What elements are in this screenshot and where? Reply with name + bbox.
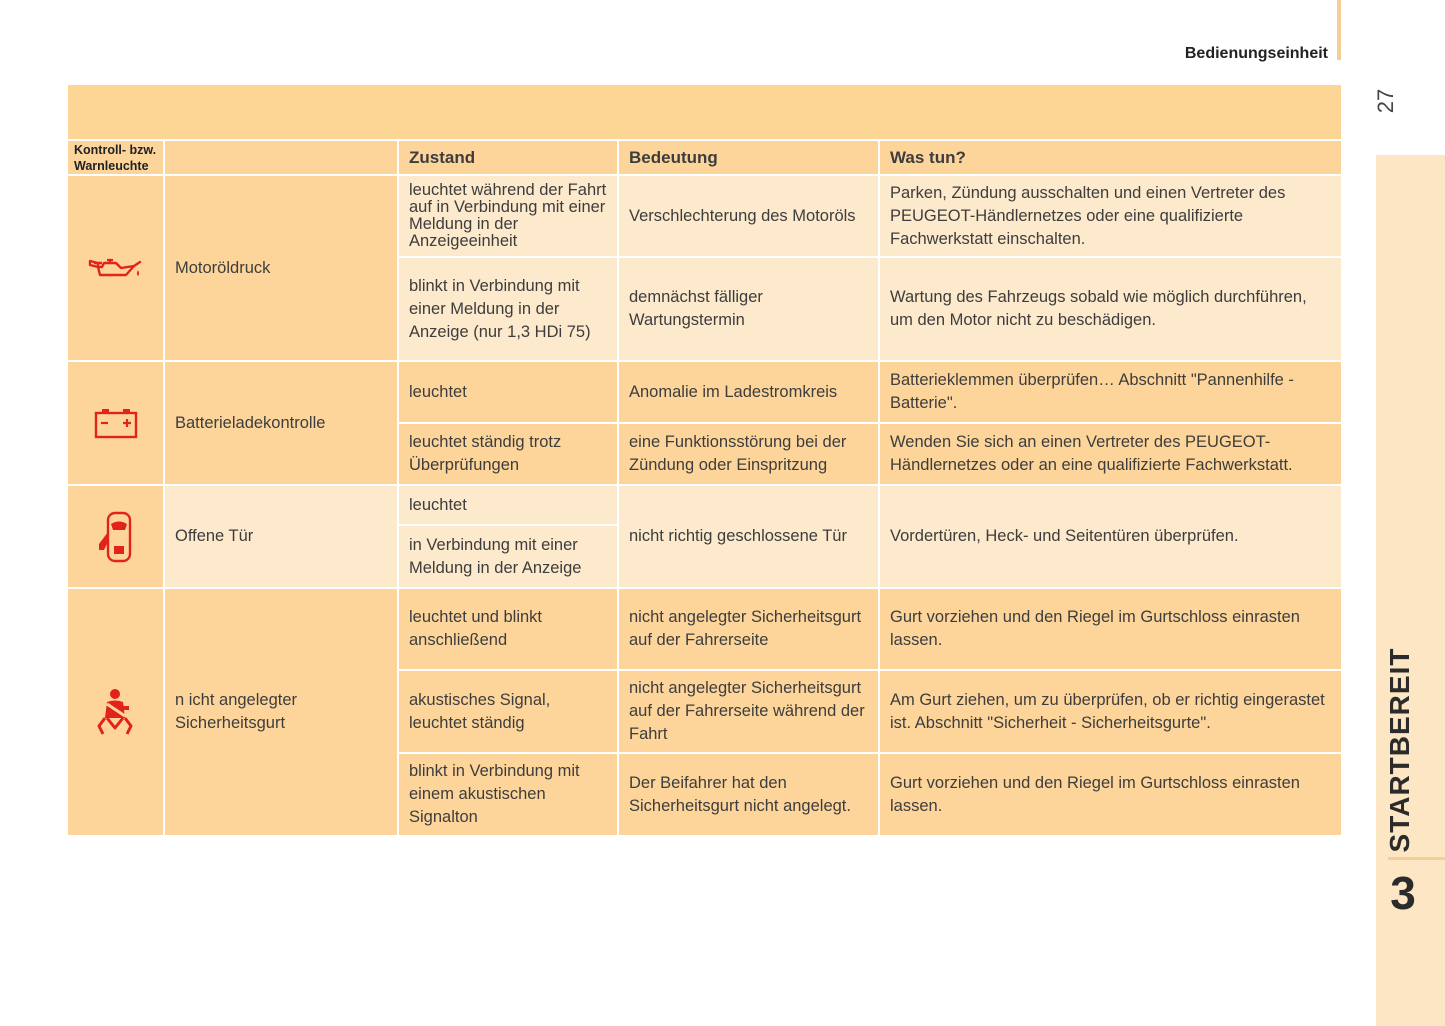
- header-rule: [1337, 0, 1341, 60]
- action-cell: Gurt vorziehen und den Riegel im Gurtschloss einrasten lassen.: [880, 754, 1341, 835]
- state-cell: akustisches Signal, leuchtet ständig: [399, 671, 617, 752]
- action-cell: Parken, Zündung ausschalten und einen Vertreter des PEUGEOT-Händlernetzes oder eine qualifizierte Fachwerkstatt einschalten.: [880, 176, 1341, 256]
- page-number: 27: [1373, 88, 1398, 114]
- state-cell: leuchtet: [399, 362, 617, 422]
- lamp-cell: [68, 486, 163, 587]
- chapter-number: 3: [1390, 867, 1416, 919]
- meaning-cell: Verschlechterung des Motoröls: [619, 176, 878, 256]
- action-cell: Batterieklemmen überprüfen… Abschnitt "Pannenhilfe - Batterie".: [880, 362, 1341, 422]
- meaning-cell: demnächst fälliger Wartungstermin: [619, 258, 878, 360]
- action-cell: Wenden Sie sich an einen Vertreter des PEUGEOT-Händlernetzes oder an eine qualifizierte Fachwerkstatt.: [880, 424, 1341, 484]
- column-header-name: [165, 141, 397, 174]
- meaning-cell: Der Beifahrer hat den Sicherheitsgurt nicht angelegt.: [619, 754, 878, 835]
- seatbelt-icon: [95, 688, 137, 736]
- action-cell: Wartung des Fahrzeugs sobald wie möglich durchführen, um den Motor nicht zu beschädigen.: [880, 258, 1341, 360]
- meaning-cell: nicht angelegter Sicherheitsgurt auf der Fahrerseite während der Fahrt: [619, 671, 878, 752]
- section-title: Bedienungseinheit: [1184, 45, 1328, 62]
- lamp-name: n icht angelegter Sicherheitsgurt: [165, 589, 397, 835]
- state-cell: leuchtet ständig trotz Überprüfungen: [399, 424, 617, 484]
- lamp-cell: [68, 362, 163, 484]
- state-cell: leuchtet während der Fahrt auf in Verbindung mit einer Meldung in der Anzeigeeinheit: [399, 176, 617, 256]
- lamp-name: Motoröldruck: [165, 176, 397, 360]
- state-cell: in Verbindung mit einer Meldung in der Anzeige: [399, 526, 617, 587]
- meaning-cell: eine Funktionsstörung bei der Zündung oder Einspritzung: [619, 424, 878, 484]
- oil-pressure-icon: [88, 254, 144, 282]
- action-cell: Am Gurt ziehen, um zu überprüfen, ob er richtig eingerastet ist. Abschnitt "Sicherheit - Sicherheitsgurte".: [880, 671, 1341, 752]
- column-header-state: Zustand: [399, 141, 617, 174]
- meaning-cell: nicht angelegter Sicherheitsgurt auf der Fahrerseite: [619, 589, 878, 669]
- lamp-name: Offene Tür: [165, 486, 397, 587]
- lamp-cell: [68, 176, 163, 360]
- column-header-lamp: Kontroll- bzw. Warnleuchte: [68, 141, 163, 174]
- lamp-name: Batterieladekontrolle: [165, 362, 397, 484]
- open-door-icon: [96, 510, 136, 564]
- action-cell: Vordertüren, Heck- und Seitentüren überprüfen.: [880, 486, 1341, 587]
- meaning-cell: Anomalie im Ladestromkreis: [619, 362, 878, 422]
- column-header-meaning: Bedeutung: [619, 141, 878, 174]
- chapter-tab-rule: [1388, 857, 1445, 860]
- state-cell: blinkt in Verbindung mit einem akustischen Signalton: [399, 754, 617, 835]
- state-cell: blinkt in Verbindung mit einer Meldung in der Anzeige (nur 1,3 HDi 75): [399, 258, 617, 360]
- table-top-band: [68, 85, 1341, 139]
- state-cell: leuchtet und blinkt anschließend: [399, 589, 617, 669]
- meaning-cell: nicht richtig geschlossene Tür: [619, 486, 878, 587]
- battery-icon: [93, 407, 139, 439]
- action-cell: Gurt vorziehen und den Riegel im Gurtschloss einrasten lassen.: [880, 589, 1341, 669]
- state-cell: leuchtet: [399, 486, 617, 524]
- column-header-action: Was tun?: [880, 141, 1341, 174]
- lamp-cell: [68, 589, 163, 835]
